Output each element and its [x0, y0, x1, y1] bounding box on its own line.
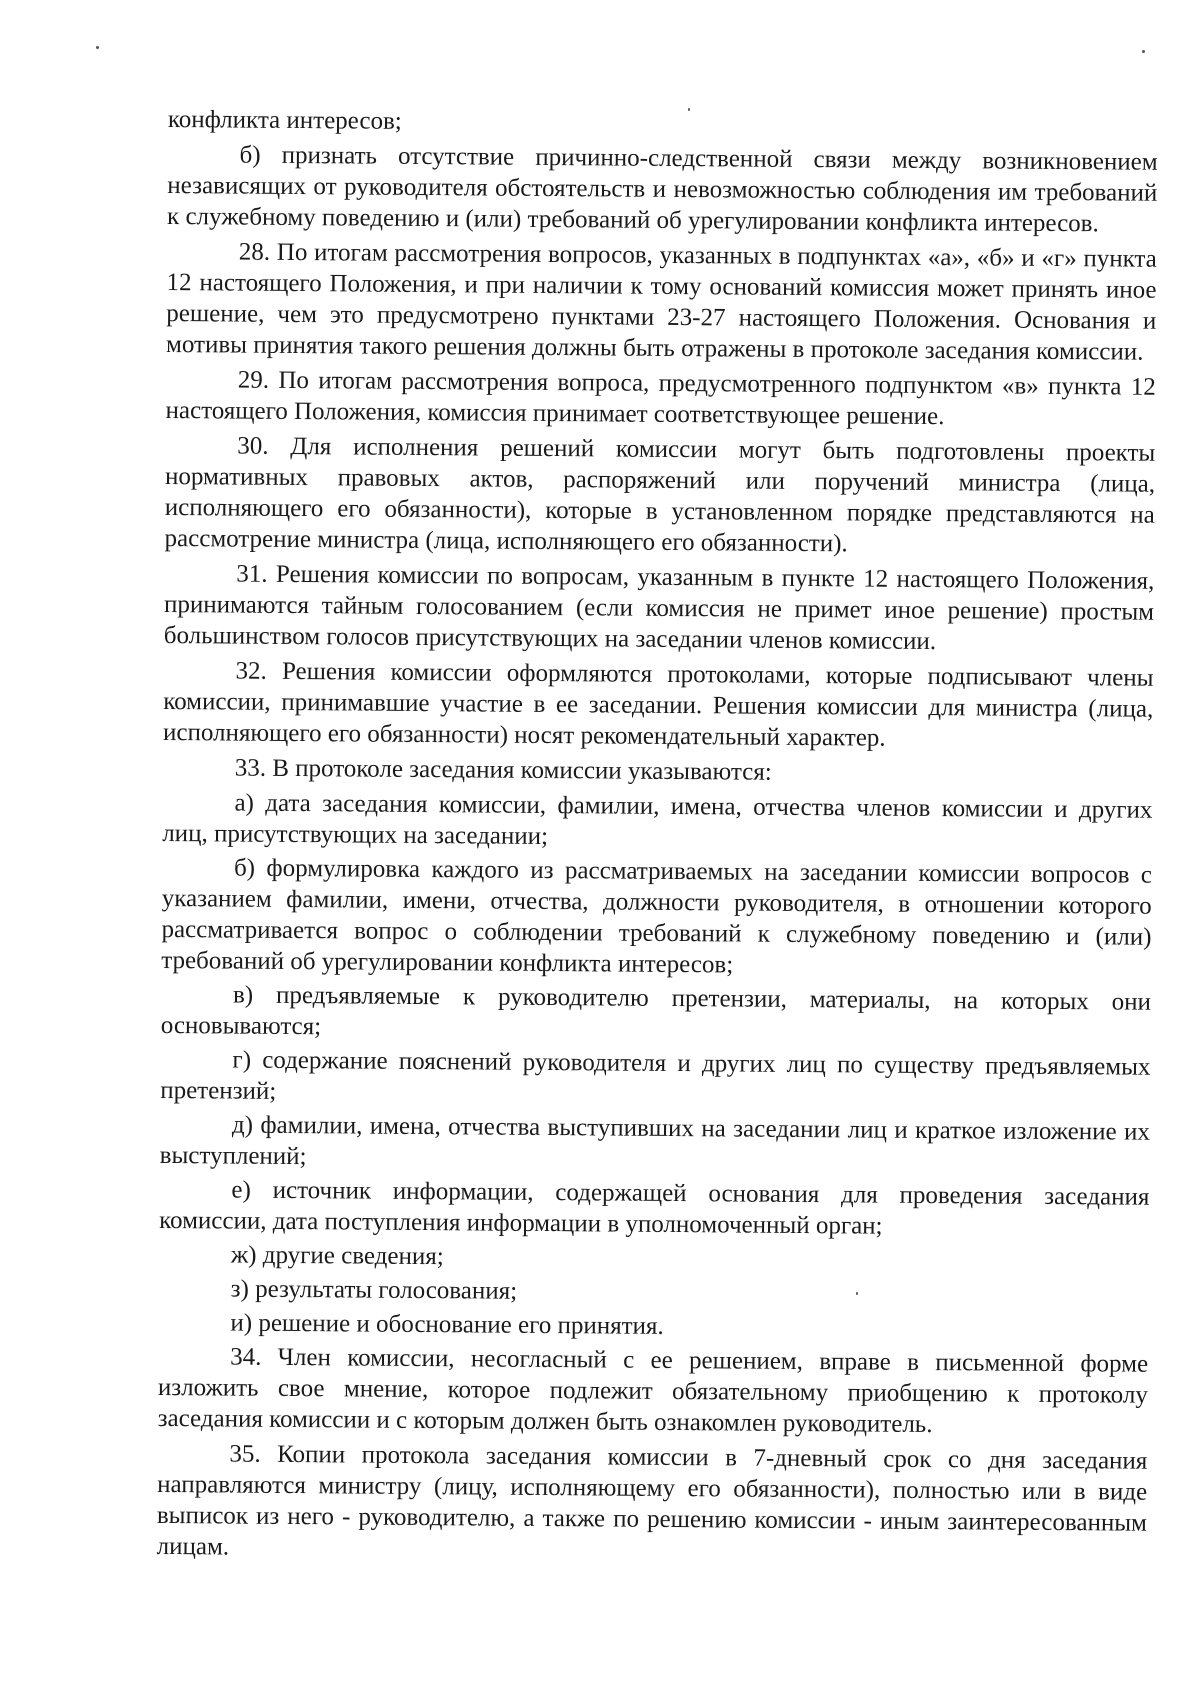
list-item-i: и) решение и обоснование его принятия.	[230, 1309, 664, 1340]
list-item-z: з) результаты голосования;	[230, 1275, 518, 1305]
list-item-b: б) формулировка каждого из рассматриваемых на заседании комиссии вопросов с указанием фамилии, имени, отчества, должности руководителя, в отношении которого рассматривается вопрос о соблюдении требований к служебному поведению и (или) требований об урегулировании конфликта интересов;	[161, 854, 1153, 979]
list-item-e: е) источник информации, содержащей основания для проведения заседания комиссии, дата поступления информации в уполномоченный орган;	[159, 1176, 1150, 1240]
paragraph-32: 32. Решения комиссии оформляются протоколами, которые подписывают члены комиссии, принимавшие участие в ее заседании. Решения комиссии для министра (лица, исполняющего его обязанности) носят рекомендательный характер.	[162, 657, 1154, 752]
paragraph-33: 33. В протоколе заседания комиссии указываются:	[234, 754, 772, 786]
paragraph-28: 28. По итогам рассмотрения вопросов, указанных в подпунктах «а», «б» и «г» пункта 12 настоящего Положения, и при наличии к тому оснований комиссия может принять иное решение, чем это предусмотрено пунктами 23-27 настоящего Положения. Основания и мотивы принятия такого решения должны быть отражены в протоколе заседания комиссии.	[166, 238, 1157, 366]
list-item-a: а) дата заседания комиссии, фамилии, имена, отчества членов комиссии и других лиц, присутствующих на заседании;	[162, 789, 1153, 851]
paragraph-35: 35. Копии протокола заседания комиссии в 7-дневный срок со дня заседания направляются министру (лицу, исполняющему его обязанности), полностью или в виде выписок из него - руководителю, а также по решению комиссии - иным заинтересованным лицам.	[156, 1440, 1148, 1561]
paragraph-31: 31. Решения комиссии по вопросам, указанным в пункте 12 настоящего Положения, принимаются тайным голосованием (если комиссия не примет иное решение) простым большинством голосов присутствующих на заседании членов комиссии.	[163, 560, 1155, 656]
paragraph-30: 30. Для исполнения решений комиссии могут быть подготовлены проекты нормативных правовых актов, распоряжений или поручений министра (лица, исполняющего его обязанности), которые в установленном порядке представляются на рассмотрение министра (лица, исполняющего его обязанности).	[164, 432, 1156, 558]
paragraph-34: 34. Член комиссии, несогласный с ее решением, вправе в письменной форме изложить свое мнение, которое подлежит обязательному приобщению к протоколу заседания комиссии и с которым должен быть ознакомлен руководитель.	[157, 1343, 1149, 1439]
list-item-g: г) содержание пояснений руководителя и других лиц по существу предъявляемых претензий;	[160, 1046, 1151, 1105]
scan-speck	[96, 46, 99, 49]
paragraph-subitem-b: б) признать отсутствие причинно-следственной связи между возникновением независящих от руководителя обстоятельств и невозможностью соблюдения им требований к служебному поведению и (или) требований об урегулировании конфликта интересов.	[167, 141, 1158, 238]
list-item-zh: ж) другие сведения;	[230, 1241, 444, 1271]
list-item-d: д) фамилии, имена, отчества выступивших на заседании лиц и краткое изложение их выступлений;	[159, 1111, 1151, 1171]
list-item-v: в) предъявляемые к руководителю претензии, материалы, на которых они основываются;	[160, 981, 1152, 1041]
scan-speck	[1142, 50, 1145, 53]
paragraph-29: 29. По итогам рассмотрения вопроса, предусмотренного подпунктом «в» пункта 12 настоящего Положения, комиссия принимает соответствующее решение.	[165, 366, 1156, 431]
document-body	[157, 104, 1158, 1574]
paragraph-continuation: конфликта интересов;	[167, 105, 402, 135]
